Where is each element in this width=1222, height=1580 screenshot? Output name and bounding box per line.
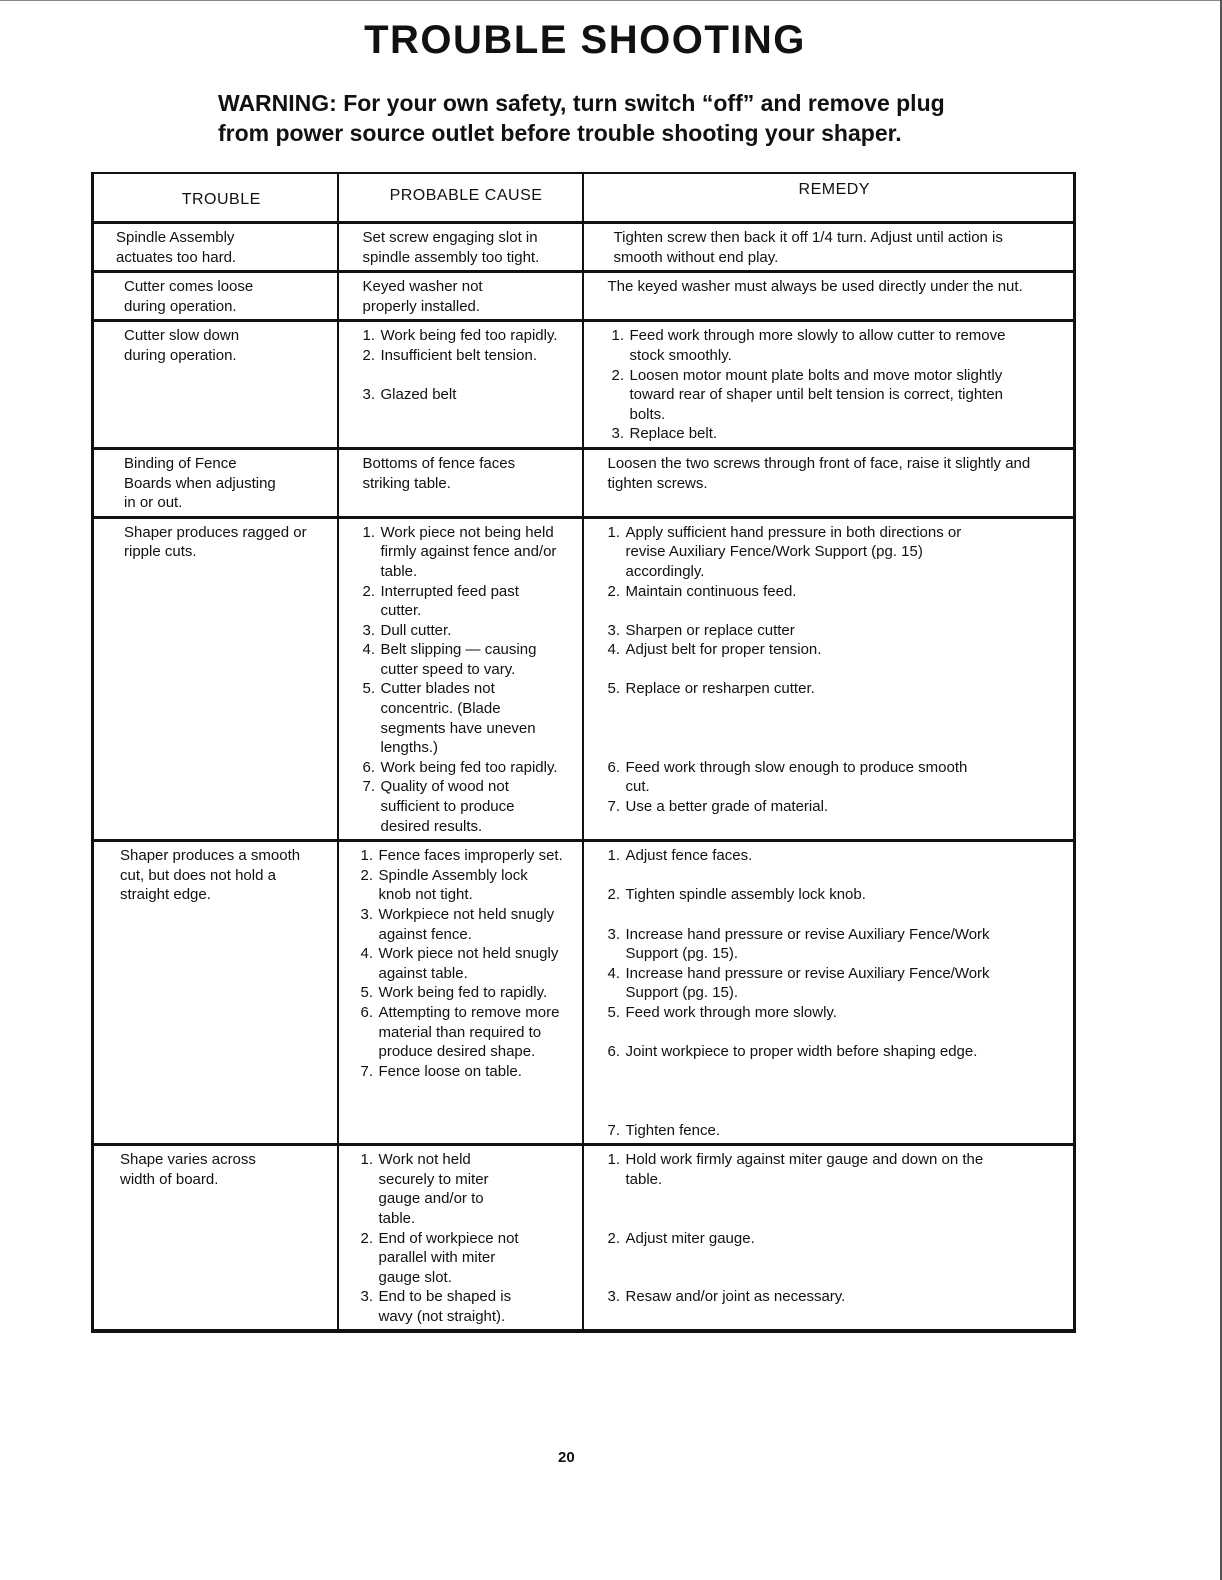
cause-cell [338,517,583,841]
header-probable-cause: PROBABLE CAUSE [338,173,583,223]
cause-item: 7. Fence loose on table. [360,1062,522,1080]
cause-cell: Keyed washer not properly installed. [338,272,583,321]
page-edge-top [0,0,1222,1]
cause-cell: Set screw engaging slot in spindle assembly too tight. [338,223,583,272]
remedy-item: 7. Tighten fence. [607,1121,721,1139]
cause-cell [338,841,583,1145]
remedy-item: 4. Increase hand pressure or revise Auxiliary Fence/Work Support (pg. 15). [607,964,990,1002]
cause-item: 1. Fence faces improperly set. [360,847,563,865]
table-row [93,1145,1075,1332]
cause-item: 3. End to be shaped is wavy (not straight). [360,1288,512,1325]
table-row [93,448,1075,517]
remedy-item: 6. Feed work through slow enough to produce smooth cut. [607,758,968,796]
cause-cell [338,321,583,449]
header-trouble: TROUBLE [93,173,338,223]
remedy-cell [583,321,1075,449]
remedy-item: 2. Loosen motor mount plate bolts and move motor slightly toward rear of shaper until belt tension is correct, tighten bolts. [611,366,1004,423]
remedy-cell: Loosen the two screws through front of face, raise it slightly and tighten screws. [583,448,1075,517]
trouble-cell: Shaper produces ragged or ripple cuts. [93,517,338,841]
cause-item: 2. Interrupted feed past cutter. [362,582,519,620]
remedy-cell: The keyed washer must always be used directly under the nut. [583,272,1075,321]
remedy-item: 3. Replace belt. [611,425,718,443]
cause-item: 3. Dull cutter. [362,621,452,639]
troubleshooting-table [91,172,1076,1333]
header-remedy: REMEDY [583,173,1075,223]
trouble-cell: Shaper produces a smooth cut, but does not hold a straight edge. [93,841,338,1145]
trouble-cell: Spindle Assembly actuates too hard. [93,223,338,272]
cause-item: 7. Quality of wood not sufficient to produce desired results. [362,778,515,835]
remedy-item: 1. Hold work firmly against miter gauge and down on the table. [607,1151,984,1188]
remedy-cell [583,1145,1075,1332]
remedy-item: 5. Replace or resharpen cutter. [607,680,815,698]
remedy-item: 6. Joint workpiece to proper width before shaping edge. [607,1043,978,1061]
table-row [93,272,1075,321]
table-row [93,223,1075,272]
cause-item: 1. Work not held securely to miter gauge and/or to table. [360,1151,489,1227]
trouble-cell: Cutter comes loose during operation. [93,272,338,321]
cause-item: 1. Work piece not being held firmly against fence and/or table. [362,523,557,580]
table-row [93,517,1075,841]
remedy-item: 4. Adjust belt for proper tension. [607,641,822,659]
table-row [93,321,1075,449]
remedy-cell: Tighten screw then back it off 1/4 turn. Adjust until action is smooth without end play. [583,223,1075,272]
cause-item: 5. Work being fed to rapidly. [360,984,548,1002]
trouble-cell: Cutter slow down during operation. [93,321,338,449]
cause-item: 4. Work piece not held snugly against table. [360,945,559,982]
cause-item: 5. Cutter blades not concentric. (Blade segments have uneven lengths.) [362,680,536,757]
remedy-item: 3. Resaw and/or joint as necessary. [607,1288,846,1306]
trouble-cell: Binding of Fence Boards when adjusting in or out. [93,448,338,517]
cause-item: 2. End of workpiece not parallel with miter gauge slot. [360,1229,519,1286]
remedy-item: 1. Adjust fence faces. [607,847,753,865]
trouble-cell: Shape varies across width of board. [93,1145,338,1332]
remedy-item: 2. Adjust miter gauge. [607,1229,755,1247]
cause-item: 3. Glazed belt [362,386,457,404]
warning-line-2: from power source outlet before trouble shooting your shaper. [218,120,902,146]
remedy-item: 1. Apply sufficient hand pressure in both directions or revise Auxiliary Fence/Work Support (pg. 15) accordingly. [607,523,962,580]
cause-item: 3. Workpiece not held snugly against fence. [360,906,555,943]
remedy-item: 3. Sharpen or replace cutter [607,621,795,639]
remedy-item: 1. Feed work through more slowly to allow cutter to remove stock smoothly. [611,327,1006,364]
cause-item: 6. Work being fed too rapidly. [362,758,558,776]
warning-notice [218,88,1078,148]
page-title: TROUBLE SHOOTING [364,18,806,62]
remedy-item: 5. Feed work through more slowly. [607,1003,837,1021]
remedy-item: 3. Increase hand pressure or revise Auxiliary Fence/Work Support (pg. 15). [607,925,990,963]
cause-cell: Bottoms of fence faces striking table. [338,448,583,517]
page-number: 20 [558,1449,575,1466]
cause-item: 1. Work being fed too rapidly. [362,327,558,345]
warning-line-1: WARNING: For your own safety, turn switch “off” and remove plug [218,90,945,116]
table-row [93,841,1075,1145]
cause-item: 2. Insufficient belt tension. [362,346,537,364]
remedy-cell [583,841,1075,1145]
remedy-cell [583,517,1075,841]
cause-item: 6. Attempting to remove more material than required to produce desired shape. [360,1003,560,1061]
remedy-item: 2. Tighten spindle assembly lock knob. [607,886,866,904]
cause-item: 2. Spindle Assembly lock knob not tight. [360,866,528,904]
table-header-row [93,173,1075,223]
cause-cell [338,1145,583,1332]
cause-item: 4. Belt slipping — causing cutter speed to vary. [362,641,537,678]
remedy-item: 7. Use a better grade of material. [607,798,829,816]
remedy-item: 2. Maintain continuous feed. [607,582,797,600]
